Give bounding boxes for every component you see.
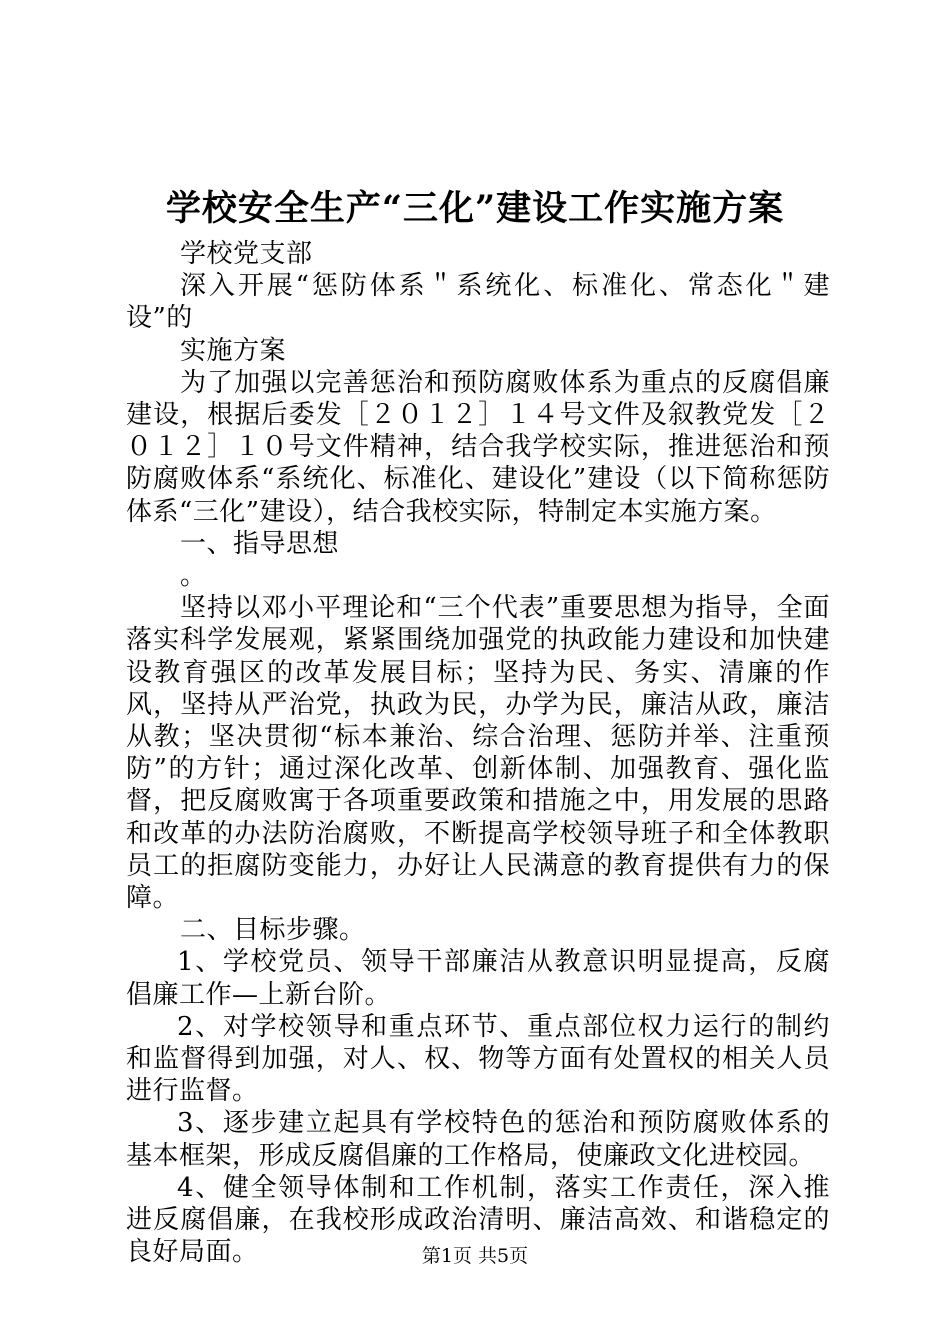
list-item-goal-3: 3、逐步建立起具有学校特色的惩治和预防腐败体系的基本框架，形成反腐倡廉的工作格局，使廉政文化进校园。	[126, 1108, 830, 1171]
list-item-goal-4: 4、健全领导体制和工作机制，落实工作责任，深入推进反腐倡廉，在我校形成政治清明、廉洁高效、和谐稳定的良好局面。	[126, 1172, 830, 1268]
paragraph-subtitle: 深入开展“惩防体系＂系统化、标准化、常态化＂建设”的	[126, 271, 830, 334]
paragraph-intro: 为了加强以完善惩治和预防腐败体系为重点的反腐倡廉建设，根据后委发［２０１２］１４号文件及叙教党发［２０１２］１０号文件精神，结合我学校实际，推进惩治和预防腐败体系“系统化、标准化、建设化”建设（以下简称惩防体系“三化”建设），结合我校实际，特制定本实施方案。	[126, 367, 830, 527]
list-item-goal-2: 2、对学校领导和重点环节、重点部位权力运行的制约和监督得到加强，对人、权、物等方面有处置权的相关人员进行监督。	[126, 1011, 830, 1107]
heading-guiding-thought: 一、指导思想	[180, 528, 340, 559]
paragraph-org: 学校党支部	[180, 239, 313, 269]
heading-goals: 二、目标步骤。	[180, 915, 366, 946]
paragraph-guiding-content: 坚持以邓小平理论和“三个代表”重要思想为指导，全面落实科学发展观，紧紧围绕加强党的执政能力建设和加快建设教育强区的改革发展目标；坚持为民、务实、清廉的作风，坚持从严治党，执政为民，办学为民，廉洁从政，廉洁从教；坚决贯彻“标本兼治、综合治理、惩防并举、注重预防”的方针；通过深化改革、创新体制、加强教育、强化监督，把反腐败寓于各项重要政策和措施之中，用发展的思路和改革的办法防治腐败，不断提高学校领导班子和全体教职员工的拒腐防变能力，办好让人民满意的教育提供有力的保障。	[126, 593, 830, 914]
page-footer: 第1页 共5页	[421, 1245, 529, 1267]
list-item-goal-1: 1、学校党员、领导干部廉洁从教意识明显提高，反腐倡廉工作—上新台阶。	[126, 947, 830, 1010]
paragraph-subtitle-cont: 实施方案	[180, 335, 287, 366]
document-body	[126, 238, 830, 1269]
document-title: 学校安全生产“三化”建设工作实施方案	[165, 188, 785, 229]
paragraph-period: 。	[180, 561, 207, 592]
